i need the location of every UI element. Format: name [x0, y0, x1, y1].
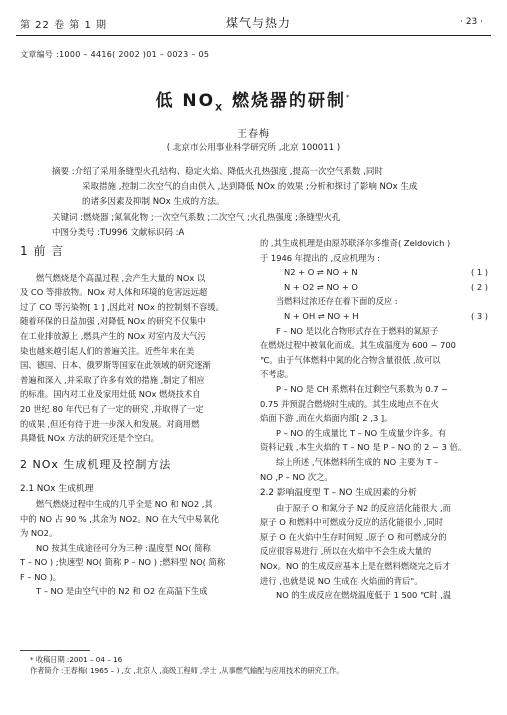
para-line: P – NO 是 CH 系燃料在过剩空气系数为 0.7 ~ [276, 383, 449, 394]
abstract-line: 采取措施 ,控制二次空气的自由供入 ,达到降低 NOx 的效果 ;分析和探讨了影响 NOx 生成 [82, 182, 418, 193]
para-line: T – NO 是由空气中的 N2 和 O2 在高温下生成 [36, 586, 208, 597]
footnote-rule [20, 650, 90, 651]
section-1-title: 1 前 言 [20, 244, 65, 258]
para-line: 进行 ,也就是说 NO 生成在 火焰面的背后"。 [260, 575, 423, 586]
equation-3 [260, 309, 488, 324]
para-line: 资料记载 ,本生火焰的 T – NO 是 P – NO 的 2 ~ 3 倍。 [260, 442, 467, 453]
title-post: 燃烧器的研制 [224, 91, 346, 111]
keywords: 关键词 :燃烧器 ;氮氧化物 ;一次空气系数 ;二次空气 ;火孔热强度 ;条缝型火孔 [52, 212, 341, 223]
author-name: 王春梅 [237, 129, 270, 140]
journal-name: 煤气与热力 [226, 16, 292, 30]
abstract-line: 摘要 :介绍了采用条缝型火孔结构、稳定火焰、降低火孔热强度 ,提高一次空气系数 ,同时 [52, 167, 383, 177]
para-line: 染也越来越引起人们的普遍关注。近些年来在美 [20, 345, 195, 356]
para-line: 的标准。国内对工业及家用灶低 NOx 燃烧技术自 [20, 389, 201, 400]
para-line: 的 ,其生成机理是由原苏联泽尔多维奇( Zeldovich ) [260, 238, 451, 248]
para-line: 燃气燃烧过程中生成的几乎全是 NO 和 NO2 ,其 [36, 498, 213, 509]
page-number: · 23 · [460, 17, 483, 27]
para-line: 20 世纪 80 年代已有了一定的研究 ,并取得了一定 [20, 403, 204, 414]
equation-number: ( 1 ) [470, 267, 488, 278]
para-line: F – NO )。 [20, 571, 62, 582]
affiliation: ( 北京市公用事业科学研究所 ,北京 100011 ) [166, 143, 341, 153]
para-line: 在工业排放源上 ,燃具产生的 NOx 对室内及大气污 [20, 330, 206, 341]
para-line: 原子 O 和燃料中可燃成分反应的活化能很小 ,同时 [260, 517, 444, 528]
abstract-block [52, 165, 472, 241]
para-line: NO 按其生成途径可分为三种 :温度型 NO( 简称 [36, 542, 211, 553]
para-line: 于 1946 年提出的 ,反应机理为 : [260, 252, 381, 263]
para-line: P – NO 的生成量比 T – NO 生成量少许多。有 [276, 427, 447, 438]
para-line: 在燃烧过程中被氧化而成。其生成温度为 600 ~ 700 [260, 340, 456, 351]
title-sub: X [215, 103, 225, 114]
equation-1 [260, 265, 488, 280]
classification: 中图分类号 :TU996 文献标识码 :A [52, 227, 185, 238]
para-line: T – NO ) ;快速型 NO( 简称 P – NO ) ;燃料型 NO( 简称 [20, 557, 226, 568]
para-line: 当燃料过浓还存在着下面的反应 : [276, 296, 398, 307]
header-rule [16, 35, 491, 36]
running-header [20, 14, 487, 32]
issue-label: 第 22 卷 第 1 期 [20, 20, 107, 31]
paper-title [0, 86, 507, 113]
right-column [260, 236, 488, 603]
para-line: 原子 O 在火焰中生存时间短 ,原子 O 和可燃成分的 [260, 531, 447, 542]
para-line: 普遍和深入 ,并采取了许多有效的措施 ,制定了相应 [20, 374, 205, 385]
footnote-line: * 收稿日期 :2001 – 04 – 16 [30, 655, 123, 664]
para-line: 燃气燃烧是个高温过程 ,会产生大量的 NOx 以 [36, 272, 206, 283]
subsection-2-2-title: 2.2 影响温度型 T – NO 生成因素的分析 [260, 488, 417, 499]
para-line: ℃。由于气体燃料中氮的化合物含量很低 ,故可以 [260, 354, 441, 365]
para-line: 为 NO2。 [20, 528, 58, 539]
para-line: 不考虑。 [260, 369, 294, 380]
para-line: 焰面下游 ,而在火焰面内部[ 2 ,3 ]。 [260, 413, 393, 424]
para-line: NO ,P – NO 次之。 [260, 471, 333, 482]
title-pre: 低 NO [155, 91, 216, 111]
para-line: 0.75 并预混合燃烧时生成的。其生成地点不在火 [260, 398, 439, 409]
left-column [20, 236, 246, 599]
para-line: 过了 CO 等污染物[ 1 ] ,因此对 NOx 的控制刻不容缓。 [20, 301, 224, 312]
para-line: 中的 NO 占 90 % ,其余为 NO2。NO 在大气中易氧化 [20, 513, 220, 524]
para-line: 具降低 NOx 方法的研究还是个空白。 [20, 433, 160, 444]
para-line: 由于原子 O 和氮分子 N2 的反应活化能很大 ,而 [276, 502, 451, 513]
equation-number: ( 2 ) [470, 281, 488, 292]
para-line: 及 CO 等排放物。NOx 对人体和环境的危害远远超 [20, 287, 208, 298]
equation-text: N + OH ⇌ NO + H [284, 310, 359, 321]
para-line: NOx。NO 的生成反应基本上是在燃料燃烧完之后才 [260, 561, 451, 572]
equation-text: N + O2 ⇌ NO + O [284, 281, 358, 292]
equation-number: ( 3 ) [470, 310, 488, 321]
para-line: 国、德国、日本、俄罗斯等国家在此领域的研究逐渐 [20, 360, 211, 371]
para-line: 综上所述 ,气体燃料所生成的 NO 主要为 T – [276, 456, 439, 467]
title-mark: * [345, 93, 352, 102]
footnote-line: 作者简介 :王春梅( 1965 – ) ,女 ,北京人 ,高级工程师 ,学士 ,从事燃气输配与应用技术的研究工作。 [30, 666, 344, 675]
footnote [20, 654, 343, 676]
para-line: F – NO 是以化合物形式存在于燃料的氮原子 [276, 325, 439, 336]
equation-text: N2 + O ⇌ NO + N [284, 267, 358, 278]
subsection-2-1-title: 2.1 NOx 生成机理 [20, 484, 94, 495]
abstract-line: 的诸多因素及抑制 NOx 生成的方法。 [82, 197, 225, 208]
section-2-title: 2 NOx 生成机理及控制方法 [20, 457, 172, 471]
equation-2 [260, 280, 488, 295]
article-number: 文章编号 :1000 – 4416( 2002 )01 – 0023 – 05 [20, 50, 210, 59]
para-line: 随着环保的日益加强 ,对降低 NOx 的研究不仅集中 [20, 316, 206, 327]
para-line: 的成果 ,但还有待于进一步深入和发展。对商用燃 [20, 418, 200, 429]
para-line: NO 的生成反应在燃烧温度低于 1 500 ℃时 ,温 [276, 590, 452, 601]
para-line: 反应很容易进行 ,所以在火焰中不会生成大量的 [260, 546, 432, 557]
